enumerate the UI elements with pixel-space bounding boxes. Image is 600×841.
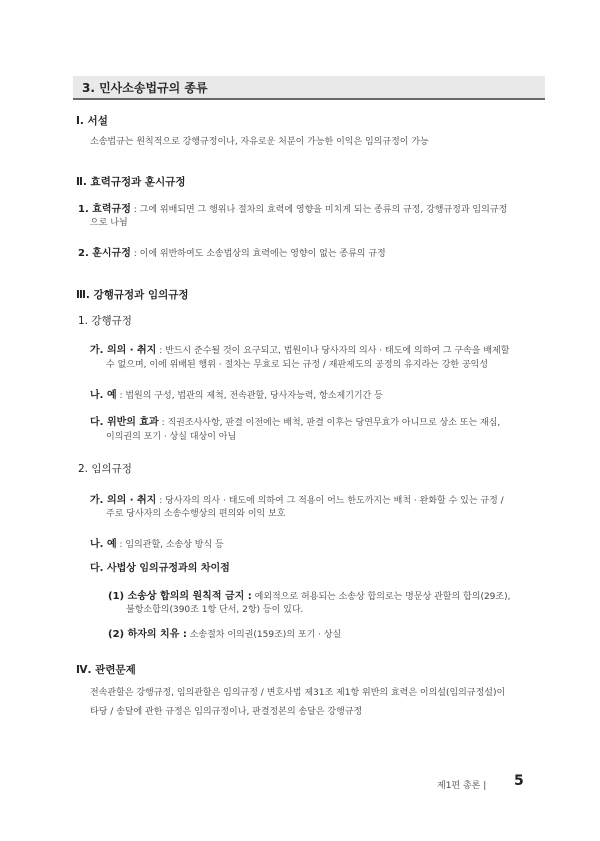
directive-rule-item: [78, 241, 386, 260]
section-title-bar: [73, 76, 545, 100]
defect-cure-label: (2) 하자의 치유 :: [108, 629, 187, 640]
heading-mandatory-rules: Ⅲ. 강행규정과 임의규정: [76, 289, 189, 301]
optional-meaning-text: : 당사자의 의사 · 태도에 의하여 그 적용이 어느 한도까지는 배척 · 완화할 수 있는 규정 /: [156, 496, 504, 506]
violation-effect-item: [90, 410, 500, 429]
agreement-prohibition-label: (1) 소송상 합의의 원칙적 금지 :: [108, 591, 252, 602]
effect-rule-text: : 그에 위배되면 그 행위나 절차의 효력에 영향을 미치게 되는 종류의 규정, 강행규정과 임의규정: [130, 205, 508, 215]
violation-effect-text-cont: 이의권의 포기 · 상실 대상이 아님: [106, 432, 237, 442]
defect-cure-text: 소송절차 이의권(159조)의 포기 · 상실: [186, 630, 342, 640]
optional-example-label: 나. 예: [90, 539, 117, 550]
violation-effect-label: 다. 위반의 효과: [90, 417, 159, 428]
effect-rule-text-cont: 으로 나뉨: [90, 218, 128, 228]
violation-effect-text: : 직권조사사항, 판결 이전에는 배척, 판결 이후는 당연무효가 아니므로 상소 또는 재심,: [158, 418, 501, 428]
heading-effect-rules: Ⅱ. 효력규정과 훈시규정: [76, 176, 186, 188]
effect-rule-label: 1. 효력규정: [78, 204, 131, 215]
mandatory-meaning-item: [90, 338, 509, 357]
defect-cure-item: [108, 622, 341, 641]
subheading-optional: 2. 임의규정: [78, 463, 132, 475]
optional-example-item: [90, 532, 224, 551]
page-number: 5: [514, 773, 524, 789]
agreement-prohibition-text: 예외적으로 허용되는 소송상 합의로는 명문상 관할의 합의(29조),: [251, 592, 511, 602]
section-title: 3. 민사소송법규의 종류: [82, 81, 208, 95]
mandatory-example-item: [90, 383, 383, 402]
subheading-mandatory: 1. 강행규정: [78, 315, 132, 327]
directive-rule-label: 2. 훈시규정: [78, 248, 131, 259]
optional-meaning-label: 가. 의의 · 취지: [90, 495, 157, 506]
related-issues-text: 전속관할은 강행규정, 임의관할은 임의규정 / 변호사법 제31조 제1항 위반의 효력은 이의설(임의규정설)이: [90, 688, 506, 698]
mandatory-meaning-label: 가. 의의 · 취지: [90, 345, 157, 356]
directive-rule-text: : 이에 위반하여도 소송법상의 효력에는 영향이 없는 종류의 규정: [130, 249, 386, 259]
agreement-prohibition-text-cont: 불항소합의(390조 1항 단서, 2항) 등이 있다.: [126, 605, 304, 615]
mandatory-example-text: : 법원의 구성, 법관의 제척, 전속관할, 당사자능력, 항소제기기간 등: [116, 391, 383, 401]
mandatory-meaning-text: : 반드시 준수될 것이 요구되고, 법원이나 당사자의 의사 · 태도에 의하여 그 구속을 배제할: [156, 346, 510, 356]
effect-rule-item: [78, 197, 507, 216]
heading-intro: Ⅰ. 서설: [76, 115, 108, 127]
difference-heading: 다. 사법상 임의규정과의 차이점: [90, 563, 230, 574]
optional-meaning-text-cont: 주로 당사자의 소송수행상의 편의와 이익 보호: [106, 509, 286, 519]
footer-part-label: 제1편 총론 |: [437, 781, 487, 791]
mandatory-example-label: 나. 예: [90, 390, 117, 401]
related-issues-text-cont: 타당 / 송달에 관한 규정은 임의규정이나, 판결정본의 송달은 강행규정: [90, 707, 363, 717]
optional-meaning-item: [90, 488, 504, 507]
mandatory-meaning-text-cont: 수 없으며, 이에 위배된 행위 · 절차는 무효로 되는 규정 / 재판제도의 공정의 유지라는 강한 공익성: [106, 360, 489, 370]
agreement-prohibition-item: [108, 584, 510, 603]
heading-related-issues: Ⅳ. 관련문제: [76, 664, 136, 676]
optional-example-text: : 임의관할, 소송상 방식 등: [116, 540, 224, 550]
intro-text: 소송법규는 원칙적으로 강행규정이나, 자유로운 처분이 가능한 이익은 임의규정이 가능: [90, 137, 429, 147]
